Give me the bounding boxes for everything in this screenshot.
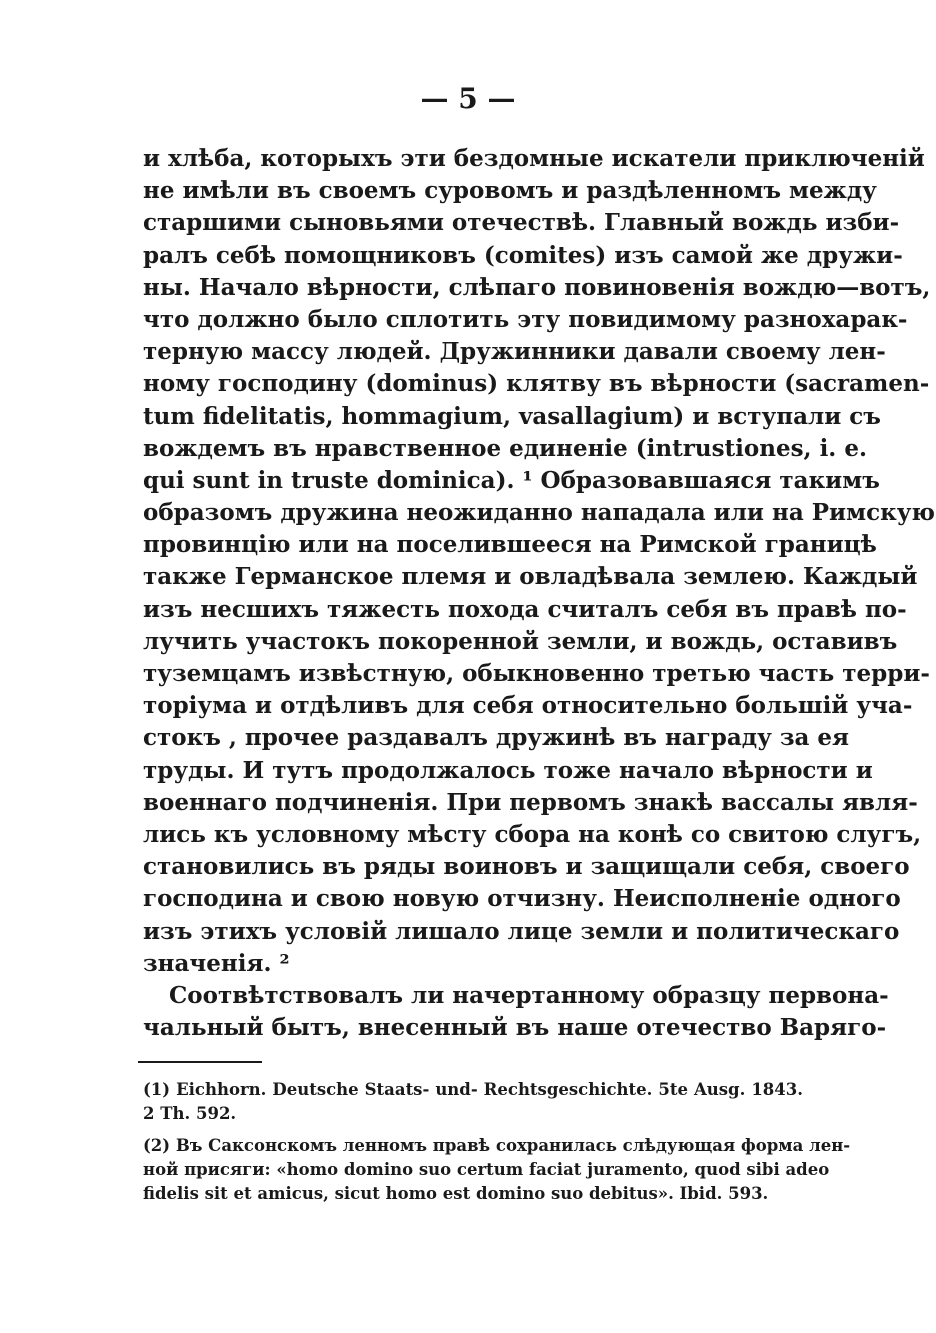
text-line: терную массу людей. Дружинники давали своему лен- (143, 338, 886, 366)
text-line: лись къ условному мѣсту сбора на конѣ со свитою слугъ, (143, 820, 922, 848)
footnote-line: ной присяги: «homo domino suo certum faciat juramento, quod sibi adeo (143, 1160, 830, 1179)
text-line: также Германское племя и овладѣвала землею. Каждый (143, 563, 918, 591)
text-line: qui sunt in truste dominica). ¹ Образовавшаяся такимъ (143, 466, 880, 494)
text-line: господина и свою новую отчизну. Неисполненіе одного (143, 885, 901, 913)
text-line: ны. Начало вѣрности, слѣпаго повиновенія вождю—вотъ, (143, 273, 931, 301)
text-line: старшими сыновьями отечествѣ. Главный вождь изби- (143, 209, 900, 237)
text-line: труды. И тутъ продолжалось тоже начало вѣрности и (143, 756, 873, 784)
footnotes (143, 1078, 851, 1206)
footnote-line: (2) Въ Саксонскомъ ленномъ правѣ сохранилась слѣдующая форма лен- (143, 1136, 851, 1155)
text-line: чальный бытъ, внесенный въ наше отечество Варяго- (143, 1014, 887, 1042)
text-line: tum fidelitatis, hommagium, vasallagium) и вступали съ (143, 402, 881, 430)
footnote-line: fidelis sit et amicus, sicut homo est domino suo debitus». Ibid. 593. (143, 1184, 769, 1203)
footnote-2 (143, 1134, 851, 1206)
footnote-line: 2 Th. 592. (143, 1104, 237, 1123)
text-line: образомъ дружина неожиданно нападала или на Римскую (143, 499, 935, 527)
text-line: значенія. ² (143, 949, 290, 977)
body-text (143, 143, 935, 1044)
text-line: ному господину (dominus) клятву въ вѣрности (sacramen- (143, 370, 930, 398)
text-line: изъ этихъ условій лишало лице земли и политическаго (143, 917, 900, 945)
text-line: провинцію или на поселившееся на Римской границѣ (143, 531, 877, 559)
text-line: и хлѣба, которыхъ эти бездомные искатели приключеній (143, 145, 925, 172)
text-line: стокъ , прочее раздавалъ дружинѣ въ награду за ея (143, 724, 850, 752)
text-line: Соотвѣтствовалъ ли начертанному образцу первона- (169, 981, 889, 1009)
footnote-1 (143, 1078, 803, 1126)
text-line: торіума и отдѣливъ для себя относительно большій уча- (143, 692, 913, 720)
footnote-line: (1) Eichhorn. Deutsche Staats- und- Rechtsgeschichte. 5te Ausg. 1843. (143, 1080, 803, 1099)
text-line: изъ несшихъ тяжесть похода считалъ себя въ правѣ по- (143, 595, 907, 623)
footnote-divider (138, 1061, 262, 1063)
page-number: — 5 — (420, 82, 516, 115)
text-line: вождемъ въ нравственное единеніе (intrustiones, i. e. (143, 434, 867, 462)
text-line: ралъ себѣ помощниковъ (comites) изъ самой же дружи- (143, 241, 903, 269)
text-line: становились въ ряды воиновъ и защищали себя, своего (143, 853, 910, 881)
text-line: лучить участокъ покоренной земли, и вождь, оставивъ (143, 627, 898, 655)
text-line: что должно было сплотить эту повидимому разнохарак- (143, 305, 908, 333)
text-line: военнаго подчиненія. При первомъ знакѣ вассалы явля- (143, 788, 918, 816)
text-line: туземцамъ извѣстную, обыкновенно третью часть терри- (143, 660, 930, 687)
text-line: не имѣли въ своемъ суровомъ и раздѣленномъ между (143, 177, 877, 205)
